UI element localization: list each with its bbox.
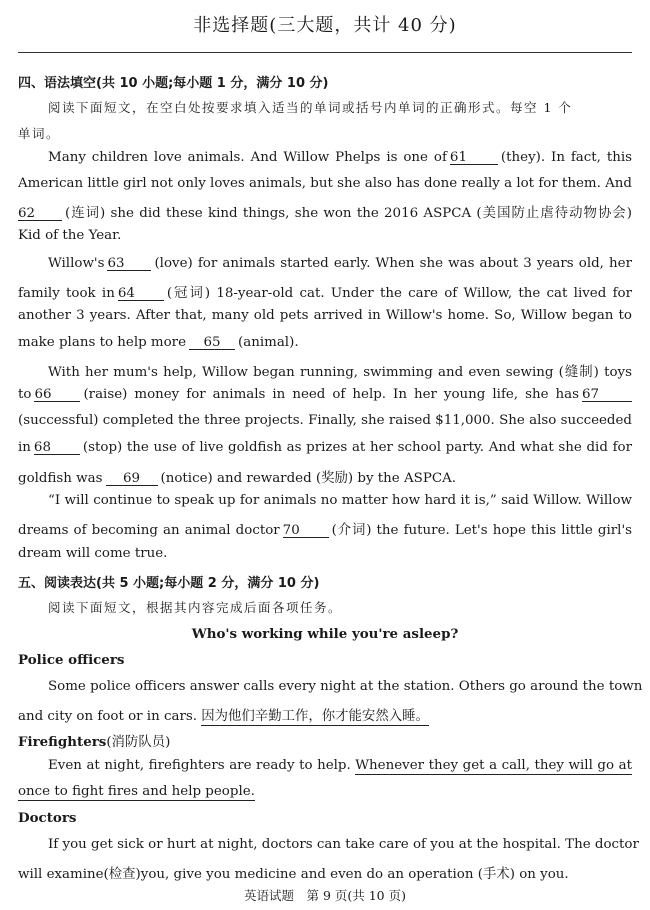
section-4-instructions: 阅读下面短文，在空白处按要求填入适当的单词或括号内单词的正确形式。每空 1 个	[48, 100, 573, 115]
police-heading: Police officers	[18, 652, 125, 668]
blank-67[interactable]: 67	[582, 388, 632, 402]
passage-line: Kid of the Year.	[18, 228, 122, 243]
section-4-heading: 四、语法填空(共 10 小题;每小题 1 分，满分 10 分)	[18, 76, 329, 91]
passage-line: in 68 (stop) the use of live goldfish as prizes at her school party. And what she did for	[18, 440, 632, 455]
passage-line: will examine(检查)you, give you medicine and even do an operation (手术) on you.	[18, 867, 569, 882]
passage-line: “I will continue to speak up for animals no matter how hard it is,” said Willow. Willow	[48, 493, 632, 508]
blank-69[interactable]: 69	[106, 472, 158, 486]
passage-line: and city on foot or in cars. 因为他们辛勤工作，你才能安然入睡。	[18, 709, 429, 724]
passage-line: to 66 (raise) money for animals in need of help. In her young life, she has 67	[18, 387, 632, 402]
passage-line: make plans to help more 65 (animal).	[18, 335, 299, 350]
passage-line: If you get sick or hurt at night, doctors can take care of you at the hospital. The doctor	[48, 837, 639, 852]
blank-63[interactable]: 63	[107, 257, 151, 271]
passage-line: Willow's 63 (love) for animals started early. When she was about 3 years old, her	[48, 256, 632, 271]
underlined-sentence-english: Whenever they get a call, they will go at	[355, 758, 632, 773]
passage-line: Some police officers answer calls every night at the station. Others go around the town	[48, 679, 643, 694]
passage-line	[18, 784, 255, 799]
blank-68[interactable]: 68	[34, 441, 80, 455]
passage-line: 62 (连词) she did these kind things, she won the 2016 ASPCA (美国防止虐待动物协会)	[18, 206, 632, 221]
blank-64[interactable]: 64	[118, 287, 164, 301]
passage-title: Who's working while you're asleep?	[191, 626, 459, 642]
underlined-sentence-english-cont: once to fight fires and help people.	[18, 784, 255, 799]
passage-line: dream will come true.	[18, 546, 168, 561]
firefighters-heading: Firefighters(消防队员)	[18, 734, 171, 750]
blank-65[interactable]: 65	[189, 336, 235, 350]
underlined-sentence-chinese: 因为他们辛勤工作，你才能安然入睡。	[201, 709, 429, 724]
passage-line: Many children love animals. And Willow Phelps is one of 61 (they). In fact, this	[48, 150, 632, 165]
passage-line: goldfish was 69 (notice) and rewarded (奖励) by the ASPCA.	[18, 471, 457, 486]
passage-line: American little girl not only loves animals, but she also has done really a lot for them. And	[18, 176, 632, 191]
passage-line: family took in 64 (冠词) 18-year-old cat. Under the care of Willow, the cat lived for	[18, 286, 632, 301]
blank-61[interactable]: 61	[450, 151, 498, 165]
section-5-heading: 五、阅读表达(共 5 小题;每小题 2 分，满分 10 分)	[18, 576, 320, 591]
passage-line: (successful) completed the three projects. Finally, she raised $11,000. She also succeeded	[18, 413, 632, 428]
section-5-instructions: 阅读下面短文，根据其内容完成后面各项任务。	[48, 600, 343, 615]
blank-66[interactable]: 66	[34, 388, 80, 402]
section-4-instructions-cont: 单词。	[18, 126, 61, 141]
blank-62[interactable]: 62	[18, 207, 62, 221]
passage-line: With her mum's help, Willow began running, swimming and even sewing (缝制) toys	[48, 365, 632, 380]
doctors-heading: Doctors	[18, 810, 77, 826]
page-footer: 英语试题 第 9 页(共 10 页)	[243, 888, 406, 903]
blank-70[interactable]: 70	[283, 524, 329, 538]
passage-line: dreams of becoming an animal doctor 70 (介词) the future. Let's hope this little girl's	[18, 523, 632, 538]
page-title: 非选择题(三大题，共计 40 分)	[193, 15, 457, 36]
title-divider	[18, 52, 632, 53]
passage-line: another 3 years. After that, many old pets arrived in Willow's home. So, Willow began to	[18, 308, 632, 323]
passage-line: Even at night, firefighters are ready to help. Whenever they get a call, they will go at	[48, 758, 632, 773]
